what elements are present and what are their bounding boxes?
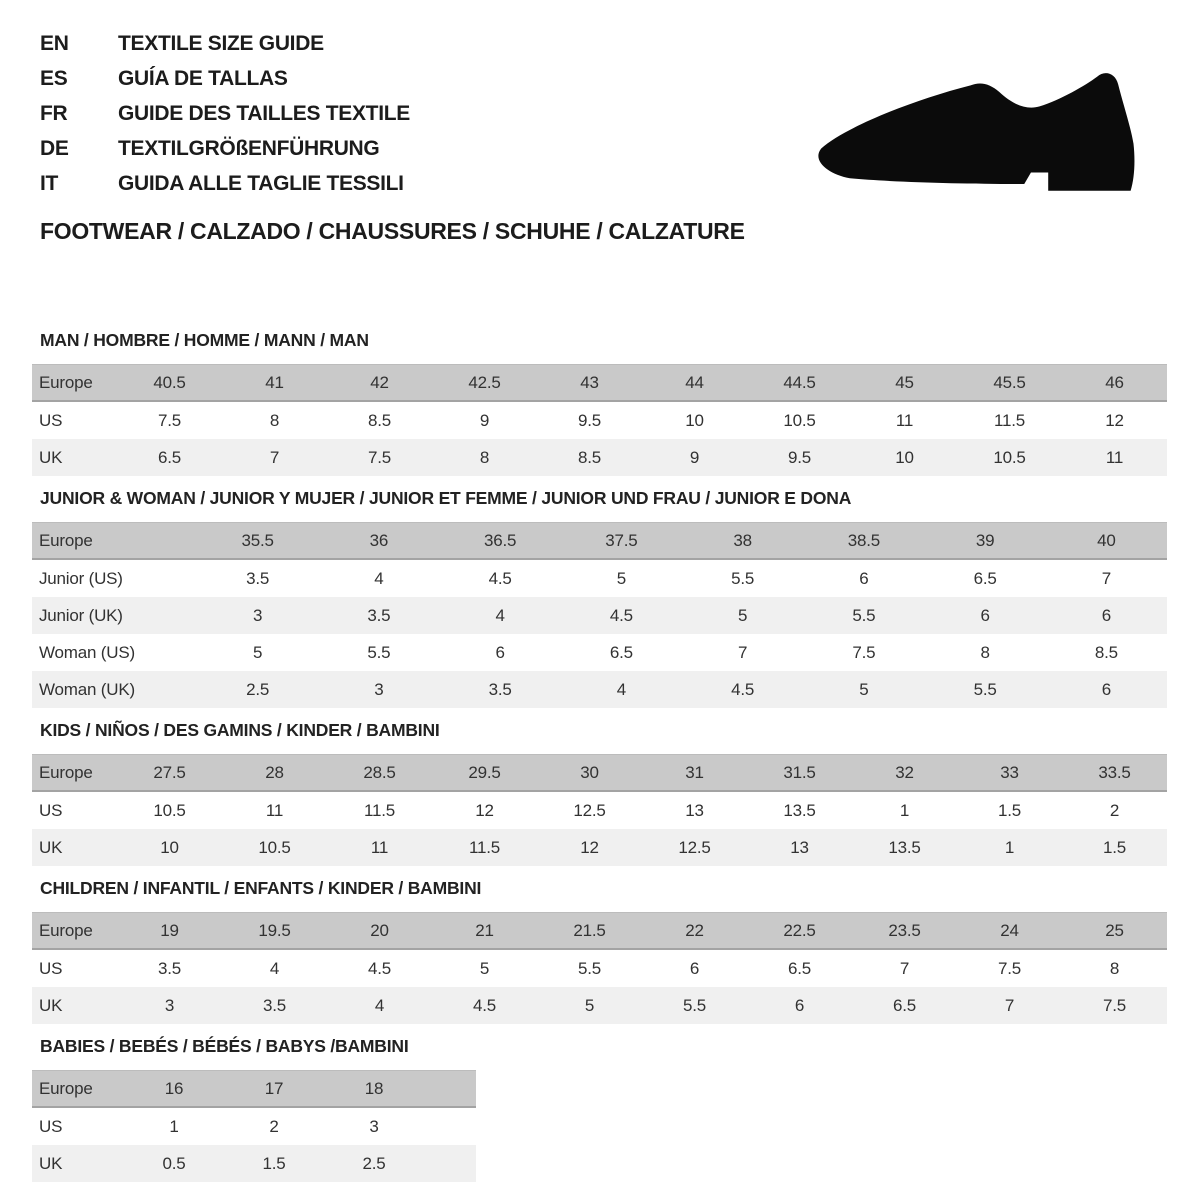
size-value: 36.5	[483, 530, 517, 550]
size-value: 4.5	[488, 568, 512, 588]
section-junior-woman	[0, 488, 1200, 708]
size-value: 3	[369, 1116, 379, 1136]
size-value: 10.5	[993, 447, 1026, 467]
size-value: 6	[689, 958, 700, 978]
section-babies	[0, 1036, 1200, 1182]
size-value: 46	[1105, 372, 1124, 392]
size-value: 40.5	[153, 372, 186, 392]
size-value: 45.5	[993, 372, 1026, 392]
size-value: 9	[689, 447, 700, 467]
size-value: 6.5	[892, 995, 917, 1015]
size-value: 4	[495, 605, 505, 625]
row-label: Junior (UK)	[39, 605, 123, 625]
size-value: 9	[479, 410, 490, 430]
size-value: 5	[859, 679, 869, 699]
size-value: 18	[364, 1078, 384, 1098]
size-value: 4.5	[609, 605, 633, 625]
size-table-junior-woman	[32, 522, 1167, 708]
language-title: GUÍA DE TALLAS	[118, 66, 288, 90]
size-value: 5	[737, 605, 748, 625]
size-value: 8	[980, 642, 990, 662]
size-value: 6.5	[973, 568, 997, 588]
category-title: FOOTWEAR / CALZADO / CHAUSSURES / SCHUHE / CALZATURE	[40, 218, 745, 244]
size-value: 35.5	[241, 530, 274, 550]
size-value: 11	[895, 410, 914, 430]
section-kids	[0, 720, 1200, 866]
size-value: 2	[1109, 800, 1120, 820]
size-value: 5	[616, 568, 626, 588]
size-value: 16	[164, 1078, 184, 1098]
size-value: 33.5	[1098, 762, 1131, 782]
size-value: 29.5	[468, 762, 501, 782]
size-value: 33	[1000, 762, 1019, 782]
language-code: IT	[40, 171, 59, 195]
size-value: 4	[616, 679, 626, 699]
size-value: 12.5	[678, 837, 711, 857]
table-row	[32, 792, 1167, 829]
size-value: 7	[899, 958, 910, 978]
size-value: 3.5	[488, 679, 512, 699]
size-value: 7	[269, 447, 280, 467]
size-value: 5.5	[577, 958, 602, 978]
size-value: 1	[1004, 837, 1015, 857]
row-label: UK	[39, 995, 63, 1015]
row-label: Woman (UK)	[39, 679, 135, 699]
size-value: 6	[980, 605, 990, 625]
section-heading: JUNIOR & WOMAN / JUNIOR Y MUJER / JUNIOR ET FEMME / JUNIOR UND FRAU / JUNIOR E DONA	[40, 488, 852, 508]
size-value: 1.5	[1102, 837, 1127, 857]
size-value: 28	[265, 762, 284, 782]
size-value: 5.5	[852, 605, 876, 625]
size-value: 4	[269, 958, 280, 978]
size-value: 6.5	[609, 642, 633, 662]
row-label: UK	[39, 447, 63, 467]
size-value: 5.5	[973, 679, 997, 699]
size-value: 42	[370, 372, 389, 392]
size-value: 9.5	[787, 447, 812, 467]
size-table-children	[32, 912, 1167, 1024]
size-value: 43	[580, 372, 599, 392]
size-value: 42.5	[468, 372, 501, 392]
row-label: US	[39, 410, 63, 430]
size-value: 10.5	[783, 410, 816, 430]
table-row	[32, 1145, 476, 1182]
size-value: 7	[737, 642, 748, 662]
size-value: 12	[1105, 410, 1124, 430]
size-value: 6	[1101, 679, 1111, 699]
table-row	[32, 671, 1167, 708]
size-value: 3.5	[367, 605, 391, 625]
size-value: 45	[895, 372, 914, 392]
size-value: 23.5	[888, 920, 921, 940]
size-value: 19.5	[258, 920, 291, 940]
row-label: Europe	[39, 372, 93, 392]
size-value: 17	[264, 1078, 284, 1098]
size-value: 13.5	[888, 837, 921, 857]
size-value: 11.5	[363, 800, 396, 820]
size-value: 1	[169, 1116, 179, 1136]
size-table-kids	[32, 754, 1167, 866]
size-value: 7	[1004, 995, 1015, 1015]
size-value: 5.5	[682, 995, 707, 1015]
size-value: 21.5	[573, 920, 606, 940]
size-value: 3.5	[246, 568, 270, 588]
size-value: 12.5	[573, 800, 606, 820]
size-value: 8	[269, 410, 280, 430]
size-value: 5.5	[731, 568, 755, 588]
table-row	[32, 560, 1167, 597]
size-value: 10.5	[258, 837, 291, 857]
table-row	[32, 597, 1167, 634]
size-value: 2.5	[362, 1153, 386, 1173]
size-value: 3.5	[262, 995, 287, 1015]
table-header-row	[32, 364, 1167, 402]
row-label: US	[39, 958, 63, 978]
size-value: 41	[265, 372, 284, 392]
size-value: 5	[252, 642, 263, 662]
row-label: Woman (US)	[39, 642, 135, 662]
size-value: 4	[374, 568, 384, 588]
size-value: 3	[252, 605, 263, 625]
size-value: 9.5	[577, 410, 602, 430]
section-heading: BABIES / BEBÉS / BÉBÉS / BABYS /BAMBINI	[40, 1036, 409, 1056]
language-code: ES	[40, 66, 68, 90]
size-value: 31.5	[783, 762, 816, 782]
size-value: 32	[895, 762, 914, 782]
size-value: 7.5	[997, 958, 1022, 978]
size-value: 3	[374, 679, 384, 699]
size-value: 13	[685, 800, 704, 820]
size-value: 24	[1000, 920, 1019, 940]
language-title: TEXTILE SIZE GUIDE	[118, 31, 324, 55]
language-title: GUIDA ALLE TAGLIE TESSILI	[118, 171, 404, 195]
size-value: 6.5	[157, 447, 182, 467]
row-label: US	[39, 800, 63, 820]
size-value: 11.5	[468, 837, 501, 857]
table-row	[32, 402, 1167, 439]
size-value: 22.5	[783, 920, 816, 940]
table-header-row	[32, 754, 1167, 792]
table-header-row	[32, 1070, 476, 1108]
size-value: 22	[685, 920, 704, 940]
size-value: 39	[975, 530, 995, 550]
section-heading: KIDS / NIÑOS / DES GAMINS / KINDER / BAMBINI	[40, 720, 440, 740]
section-children	[0, 878, 1200, 1024]
size-value: 11	[265, 800, 284, 820]
size-value: 4.5	[731, 679, 755, 699]
size-value: 19	[160, 920, 179, 940]
size-value: 38.5	[847, 530, 881, 550]
size-value: 30	[580, 762, 599, 782]
size-value: 12	[580, 837, 599, 857]
size-value: 1.5	[997, 800, 1022, 820]
size-value: 5.5	[367, 642, 391, 662]
size-value: 7.5	[852, 642, 876, 662]
language-code: FR	[40, 101, 68, 125]
size-value: 38	[733, 530, 752, 550]
row-label: UK	[39, 1153, 63, 1173]
size-value: 10	[895, 447, 914, 467]
size-value: 28.5	[363, 762, 396, 782]
size-sections	[0, 330, 1200, 1182]
size-value: 6	[1101, 605, 1111, 625]
section-heading: MAN / HOMBRE / HOMME / MANN / MAN	[40, 330, 369, 350]
table-row	[32, 439, 1167, 476]
size-value: 8	[1109, 958, 1120, 978]
size-value: 6	[495, 642, 505, 662]
size-value: 10	[160, 837, 179, 857]
size-value: 11	[1105, 447, 1124, 467]
size-value: 7.5	[1102, 995, 1127, 1015]
size-value: 4.5	[472, 995, 497, 1015]
size-value: 3	[164, 995, 175, 1015]
size-value: 1.5	[262, 1153, 286, 1173]
size-value: 12	[475, 800, 494, 820]
size-value: 20	[370, 920, 389, 940]
header-block	[0, 0, 1200, 244]
table-row	[32, 950, 1167, 987]
section-man	[0, 330, 1200, 476]
language-title: TEXTILGRÖßENFÜHRUNG	[118, 136, 380, 160]
size-value: 6.5	[787, 958, 812, 978]
size-value: 8.5	[1094, 642, 1118, 662]
size-value: 13	[790, 837, 809, 857]
table-row	[32, 987, 1167, 1024]
size-value: 8.5	[577, 447, 602, 467]
size-value: 37.5	[605, 530, 638, 550]
section-heading: CHILDREN / INFANTIL / ENFANTS / KINDER / BAMBINI	[40, 878, 482, 898]
size-value: 4.5	[367, 958, 392, 978]
row-label: Europe	[39, 1078, 93, 1098]
language-code: DE	[40, 136, 69, 160]
table-row	[32, 1108, 476, 1145]
size-value: 21	[475, 920, 494, 940]
size-value: 31	[685, 762, 704, 782]
size-value: 40	[1097, 530, 1116, 550]
size-value: 10	[685, 410, 704, 430]
size-value: 2.5	[246, 679, 270, 699]
table-row	[32, 634, 1167, 671]
table-header-row	[32, 912, 1167, 950]
size-value: 10.5	[153, 800, 186, 820]
row-label: Junior (US)	[39, 568, 123, 588]
size-value: 5	[479, 958, 490, 978]
size-value: 3.5	[157, 958, 182, 978]
size-value: 5	[584, 995, 595, 1015]
size-value: 6	[794, 995, 805, 1015]
size-value: 7.5	[157, 410, 182, 430]
shoe-icon	[800, 55, 1145, 200]
size-value: 7	[1101, 568, 1111, 588]
row-label: UK	[39, 837, 63, 857]
row-label: Europe	[39, 920, 93, 940]
size-value: 1	[899, 800, 910, 820]
size-value: 8.5	[367, 410, 392, 430]
row-label: Europe	[39, 762, 93, 782]
table-row	[32, 829, 1167, 866]
size-value: 11	[370, 837, 389, 857]
size-value: 13.5	[783, 800, 816, 820]
language-title: GUIDE DES TAILLES TEXTILE	[118, 101, 410, 125]
size-table-babies	[32, 1070, 476, 1182]
row-label: US	[39, 1116, 63, 1136]
size-value: 11.5	[993, 410, 1026, 430]
size-value: 36	[369, 530, 389, 550]
size-value: 8	[479, 447, 490, 467]
size-value: 44	[685, 372, 704, 392]
language-code: EN	[40, 31, 69, 55]
size-value: 27.5	[153, 762, 186, 782]
size-value: 7.5	[367, 447, 392, 467]
size-table-man	[32, 364, 1167, 476]
row-label: Europe	[39, 530, 93, 550]
table-header-row	[32, 522, 1167, 560]
size-value: 4	[374, 995, 385, 1015]
size-value: 25	[1105, 920, 1124, 940]
size-value: 2	[269, 1116, 279, 1136]
size-value: 44.5	[783, 372, 816, 392]
size-value: 0.5	[162, 1153, 186, 1173]
size-value: 6	[859, 568, 869, 588]
